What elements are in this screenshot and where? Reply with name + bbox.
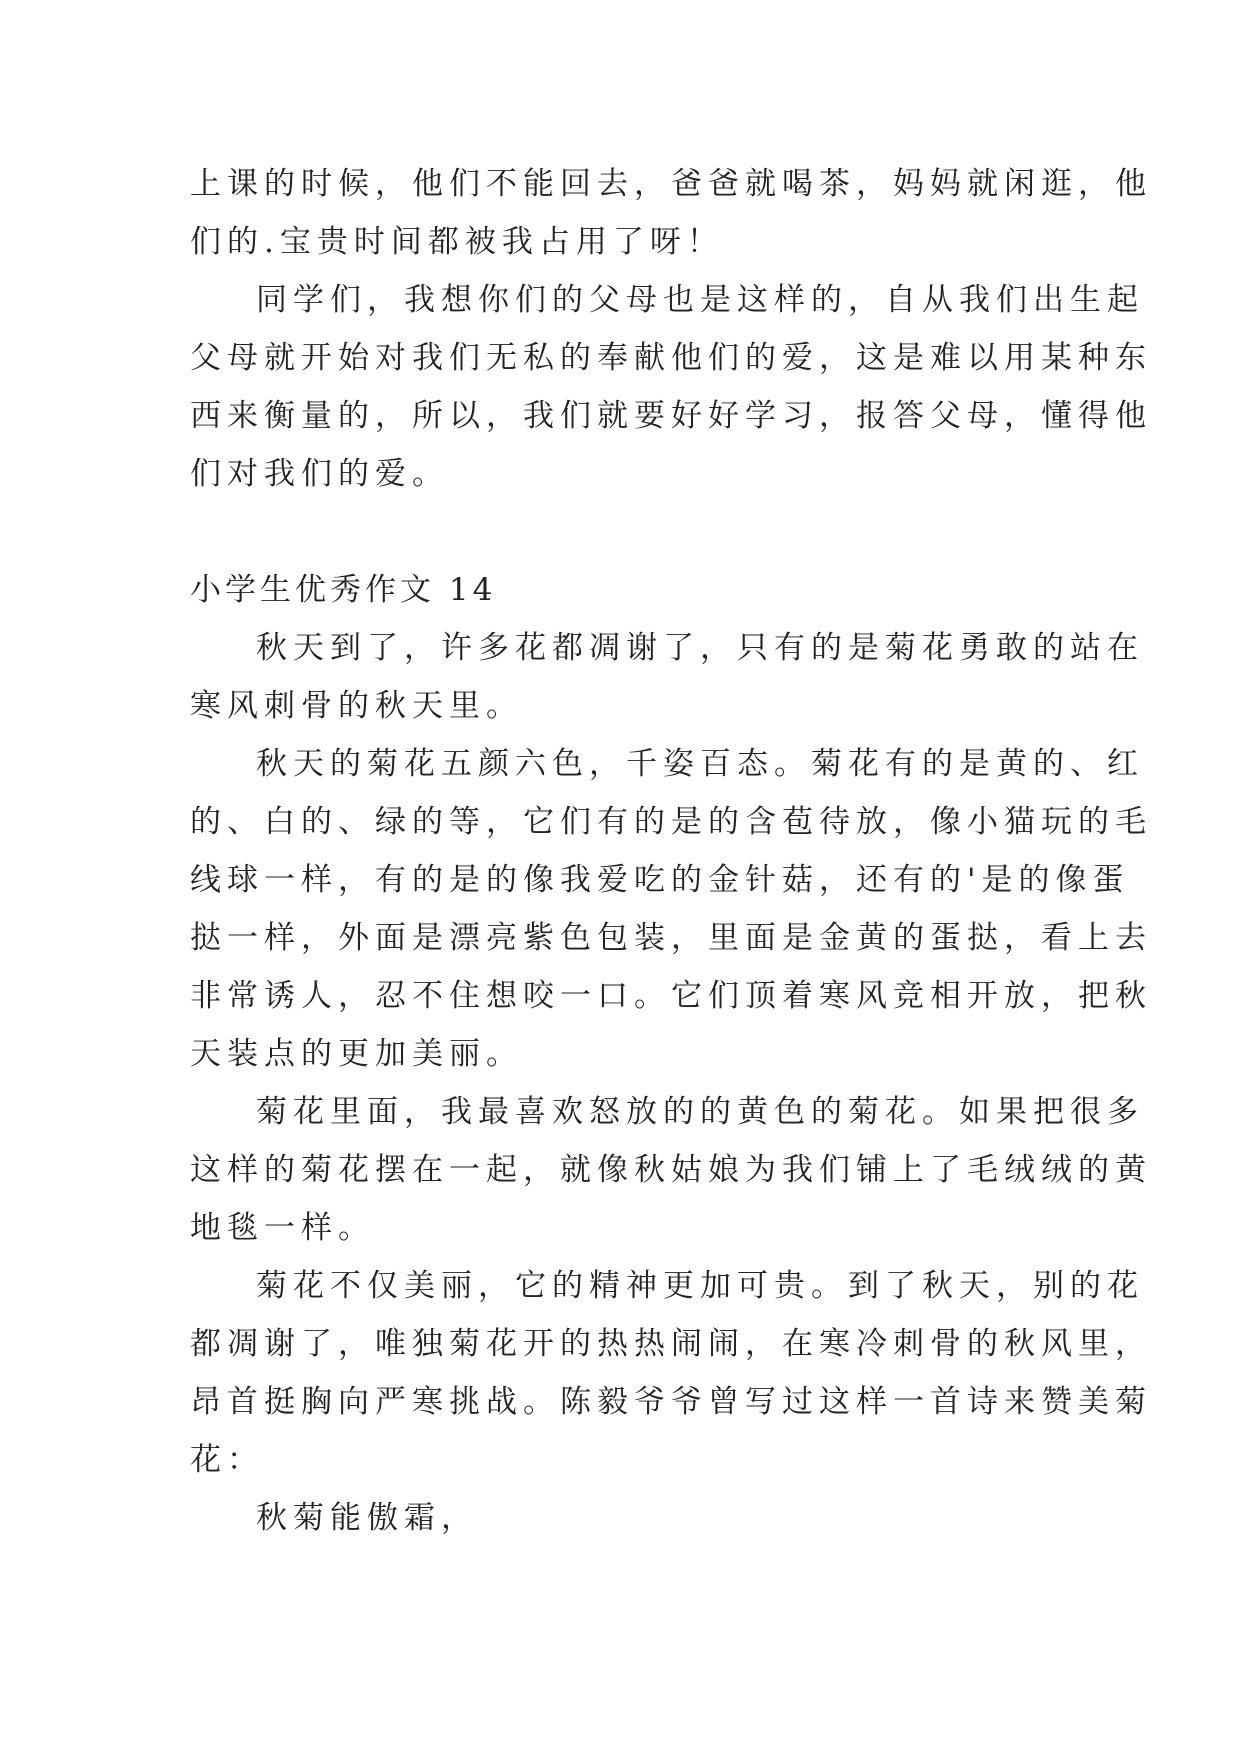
text-line: 非常诱人，忍不住想咬一口。它们顶着寒风竞相开放，把秋 (190, 978, 1152, 1014)
poem-line: 秋菊能傲霜， (256, 1500, 478, 1536)
text-line: 昂首挺胸向严寒挑战。陈毅爷爷曾写过这样一首诗来赞美菊 (190, 1384, 1152, 1420)
text-line: 寒风刺骨的秋天里。 (190, 688, 523, 724)
section-heading: 小学生优秀作文 14 (190, 572, 497, 608)
text-line: 上课的时候，他们不能回去，爸爸就喝茶，妈妈就闲逛，他 (190, 166, 1152, 202)
text-line: 父母就开始对我们无私的奉献他们的爱，这是难以用某种东 (190, 340, 1152, 376)
text-line: 同学们，我想你们的父母也是这样的，自从我们出生起 (256, 282, 1144, 318)
text-line: 花： (190, 1442, 264, 1478)
text-line: 西来衡量的，所以，我们就要好好学习，报答父母，懂得他 (190, 398, 1152, 434)
text-line: 线球一样，有的是的像我爱吃的金针菇，还有的'是的像蛋 (190, 862, 1130, 898)
text-line: 的、白的、绿的等，它们有的是的含苞待放，像小猫玩的毛 (190, 804, 1152, 840)
text-line: 都凋谢了，唯独菊花开的热热闹闹，在寒冷刺骨的秋风里， (190, 1326, 1152, 1362)
text-line: 这样的菊花摆在一起，就像秋姑娘为我们铺上了毛绒绒的黄 (190, 1152, 1152, 1188)
text-line: 秋天的菊花五颜六色，千姿百态。菊花有的是黄的、红 (256, 746, 1144, 782)
document-body (190, 155, 1152, 1547)
text-line: 们的.宝贵时间都被我占用了呀！ (190, 224, 724, 260)
section-gap (190, 503, 1060, 561)
text-line: 菊花不仅美丽，它的精神更加可贵。到了秋天，别的花 (256, 1268, 1144, 1304)
text-line: 挞一样，外面是漂亮紫色包装，里面是金黄的蛋挞，看上去 (190, 920, 1152, 956)
text-line: 们对我们的爱。 (190, 456, 449, 492)
text-line: 天装点的更加美丽。 (190, 1036, 523, 1072)
text-line: 地毯一样。 (190, 1210, 375, 1246)
text-line: 菊花里面，我最喜欢怒放的的黄色的菊花。如果把很多 (256, 1094, 1144, 1130)
text-line: 秋天到了，许多花都凋谢了，只有的是菊花勇敢的站在 (256, 630, 1144, 666)
